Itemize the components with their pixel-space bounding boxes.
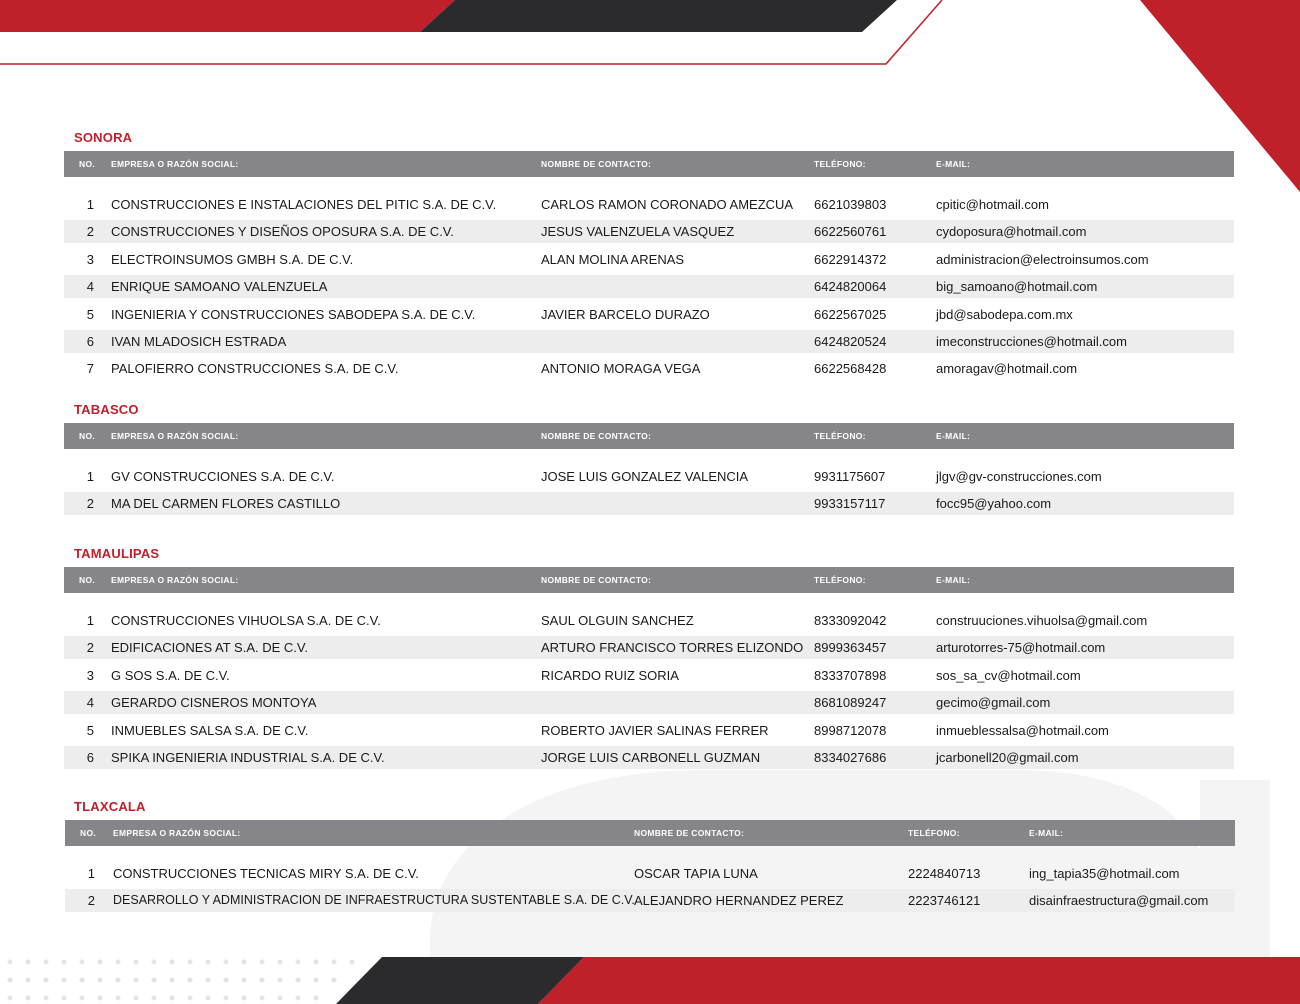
cell-email: administracion@electroinsumos.com — [936, 251, 1149, 267]
cell-empresa: EDIFICACIONES AT S.A. DE C.V. — [111, 640, 308, 656]
cell-empresa: CONSTRUCCIONES VIHUOLSA S.A. DE C.V. — [111, 613, 381, 628]
cell-empresa: INMUEBLES SALSA S.A. DE C.V. — [111, 722, 309, 738]
table-row — [64, 357, 1234, 380]
cell-email: sos_sa_cv@hotmail.com — [936, 667, 1081, 683]
table-header — [64, 423, 1234, 449]
cell-empresa: CONSTRUCCIONES E INSTALACIONES DEL PITIC S.A. DE C.V. — [111, 197, 497, 212]
cell-contacto: ALAN MOLINA ARENAS — [541, 251, 685, 267]
header-telefono: TELÉFONO: — [814, 431, 866, 441]
cell-telefono: 2224840713 — [908, 866, 981, 881]
header-telefono: TELÉFONO: — [814, 575, 866, 585]
header-email: E-MAIL: — [1029, 828, 1064, 838]
header-no: NO. — [79, 431, 96, 441]
cell-empresa: MA DEL CARMEN FLORES CASTILLO — [111, 496, 341, 512]
cell-empresa: GV CONSTRUCCIONES S.A. DE C.V. — [111, 469, 335, 484]
cell-email: imeconstrucciones@hotmail.com — [936, 333, 1127, 349]
header-no: NO. — [80, 828, 97, 838]
cell-email: disainfraestructura@gmail.com — [1029, 893, 1209, 909]
table-header — [64, 151, 1234, 177]
cell-contacto: JAVIER BARCELO DURAZO — [541, 306, 710, 322]
cell-contacto: RICARDO RUIZ SORIA — [541, 667, 679, 683]
cell-telefono: 6622567025 — [814, 306, 887, 322]
cell-empresa: CONSTRUCCIONES TECNICAS MIRY S.A. DE C.V. — [113, 866, 419, 881]
cell-contacto: ALEJANDRO HERNANDEZ PEREZ — [634, 893, 844, 909]
header-contacto: NOMBRE DE CONTACTO: — [541, 159, 652, 169]
cell-empresa: ELECTROINSUMOS GMBH S.A. DE C.V. — [111, 251, 354, 267]
cell-contacto: ARTURO FRANCISCO TORRES ELIZONDO — [541, 640, 804, 656]
cell-no: 5 — [86, 306, 94, 322]
header-email: E-MAIL: — [936, 575, 971, 585]
cell-email: big_samoano@hotmail.com — [936, 279, 1098, 295]
table-row — [65, 889, 1235, 912]
cell-contacto: JOSE LUIS GONZALEZ VALENCIA — [541, 469, 749, 484]
cell-telefono: 8333092042 — [814, 613, 887, 628]
cell-telefono: 6621039803 — [814, 197, 887, 212]
table-row — [64, 248, 1234, 271]
table-row — [65, 862, 1235, 885]
cell-email: inmueblessalsa@hotmail.com — [936, 722, 1109, 738]
table-row — [64, 492, 1234, 515]
cell-empresa: INGENIERIA Y CONSTRUCCIONES SABODEPA S.A. DE C.V. — [111, 306, 476, 322]
table-sonora — [64, 151, 1234, 385]
cell-email: construuciones.vihuolsa@gmail.com — [936, 613, 1148, 628]
bottom-dot-pattern — [8, 960, 355, 1001]
bottom-red-band — [538, 957, 1300, 1004]
section-title-tamaulipas: TAMAULIPAS — [74, 546, 160, 561]
top-red-band — [0, 0, 455, 32]
cell-no: 2 — [86, 640, 94, 656]
cell-telefono: 6424820064 — [814, 279, 887, 295]
cell-email: arturotorres-75@hotmail.com — [936, 640, 1106, 656]
cell-email: jlgv@gv-construcciones.com — [936, 469, 1102, 484]
cell-telefono: 6622568428 — [814, 361, 887, 377]
cell-no: 7 — [86, 361, 94, 377]
cell-no: 6 — [86, 333, 94, 349]
cell-contacto: JESUS VALENZUELA VASQUEZ — [541, 224, 735, 240]
table-row — [64, 691, 1234, 714]
table-row — [64, 220, 1234, 243]
cell-email: cydoposura@hotmail.com — [936, 224, 1087, 240]
cell-telefono: 8998712078 — [814, 722, 887, 738]
header-contacto: NOMBRE DE CONTACTO: — [541, 431, 652, 441]
cell-empresa: CONSTRUCCIONES Y DISEÑOS OPOSURA S.A. DE C.V. — [111, 224, 454, 240]
table-row — [64, 465, 1234, 488]
table-row — [64, 193, 1234, 216]
cell-no: 3 — [86, 251, 94, 267]
cell-email: cpitic@hotmail.com — [936, 197, 1049, 212]
cell-email: focc95@yahoo.com — [936, 496, 1052, 512]
cell-telefono: 6424820524 — [814, 333, 887, 349]
cell-telefono: 8334027686 — [814, 749, 887, 765]
cell-no: 3 — [86, 667, 94, 683]
header-email: E-MAIL: — [936, 159, 971, 169]
cell-empresa: ENRIQUE SAMOANO VALENZUELA — [111, 279, 328, 295]
cell-email: jcarbonell20@gmail.com — [936, 749, 1079, 765]
table-tabasco — [64, 423, 1234, 520]
cell-contacto: ROBERTO JAVIER SALINAS FERRER — [541, 722, 769, 738]
cell-no: 6 — [86, 749, 94, 765]
section-title-tlaxcala: TLAXCALA — [74, 799, 146, 814]
cell-no: 5 — [86, 722, 94, 738]
cell-telefono: 8681089247 — [814, 695, 887, 711]
cell-contacto: SAUL OLGUIN SANCHEZ — [541, 613, 694, 628]
cell-no: 4 — [86, 695, 94, 711]
header-no: NO. — [79, 575, 96, 585]
cell-email: jbd@sabodepa.com.mx — [936, 306, 1073, 322]
cell-telefono: 8999363457 — [814, 640, 887, 656]
cell-empresa: DESARROLLO Y ADMINISTRACION DE INFRAESTRUCTURA SUSTENTABLE S.A. DE C.V. — [113, 893, 635, 908]
cell-contacto: OSCAR TAPIA LUNA — [634, 866, 758, 881]
table-row — [64, 330, 1234, 353]
header-no: NO. — [79, 159, 96, 169]
table-row — [64, 303, 1234, 326]
cell-no: 2 — [86, 496, 94, 512]
header-empresa: EMPRESA O RAZÓN SOCIAL: — [111, 431, 239, 441]
table-row — [64, 609, 1234, 632]
cell-empresa: PALOFIERRO CONSTRUCCIONES S.A. DE C.V. — [111, 361, 399, 377]
cell-empresa: IVAN MLADOSICH ESTRADA — [111, 333, 287, 349]
table-row — [64, 664, 1234, 687]
cell-telefono: 6622914372 — [814, 251, 887, 267]
cell-email: ing_tapia35@hotmail.com — [1029, 866, 1180, 881]
cell-telefono: 9933157117 — [814, 496, 886, 512]
header-email: E-MAIL: — [936, 431, 971, 441]
cell-no: 2 — [86, 224, 94, 240]
cell-contacto: JORGE LUIS CARBONELL GUZMAN — [541, 749, 761, 765]
header-empresa: EMPRESA O RAZÓN SOCIAL: — [111, 159, 239, 169]
table-row — [64, 636, 1234, 659]
table-row — [64, 275, 1234, 298]
table-row — [64, 719, 1234, 742]
header-telefono: TELÉFONO: — [908, 828, 960, 838]
header-empresa: EMPRESA O RAZÓN SOCIAL: — [113, 828, 241, 838]
cell-contacto: CARLOS RAMON CORONADO AMEZCUA — [541, 197, 794, 212]
table-tlaxcala — [65, 820, 1235, 917]
header-contacto: NOMBRE DE CONTACTO: — [541, 575, 652, 585]
cell-no: 1 — [87, 866, 95, 881]
table-row — [64, 746, 1234, 769]
cell-empresa: G SOS S.A. DE C.V. — [111, 667, 230, 683]
cell-contacto: ANTONIO MORAGA VEGA — [541, 361, 701, 377]
cell-telefono: 2223746121 — [908, 893, 981, 909]
section-title-sonora: SONORA — [74, 130, 133, 145]
header-contacto: NOMBRE DE CONTACTO: — [634, 828, 745, 838]
section-title-tabasco: TABASCO — [74, 402, 139, 417]
cell-email: gecimo@gmail.com — [936, 695, 1051, 711]
cell-no: 1 — [86, 197, 94, 212]
table-header — [64, 567, 1234, 593]
top-dark-band — [420, 0, 897, 32]
cell-no: 1 — [86, 613, 94, 628]
cell-telefono: 8333707898 — [814, 667, 887, 683]
table-header — [65, 820, 1235, 846]
cell-empresa: SPIKA INGENIERIA INDUSTRIAL S.A. DE C.V. — [111, 749, 385, 765]
table-tamaulipas — [64, 567, 1234, 773]
cell-empresa: GERARDO CISNEROS MONTOYA — [111, 695, 317, 711]
cell-no: 1 — [86, 469, 94, 484]
cell-telefono: 6622560761 — [814, 224, 887, 240]
cell-no: 4 — [86, 279, 94, 295]
cell-telefono: 9931175607 — [814, 469, 886, 484]
header-telefono: TELÉFONO: — [814, 159, 866, 169]
header-empresa: EMPRESA O RAZÓN SOCIAL: — [111, 575, 239, 585]
cell-email: amoragav@hotmail.com — [936, 361, 1078, 377]
cell-no: 2 — [87, 893, 95, 909]
